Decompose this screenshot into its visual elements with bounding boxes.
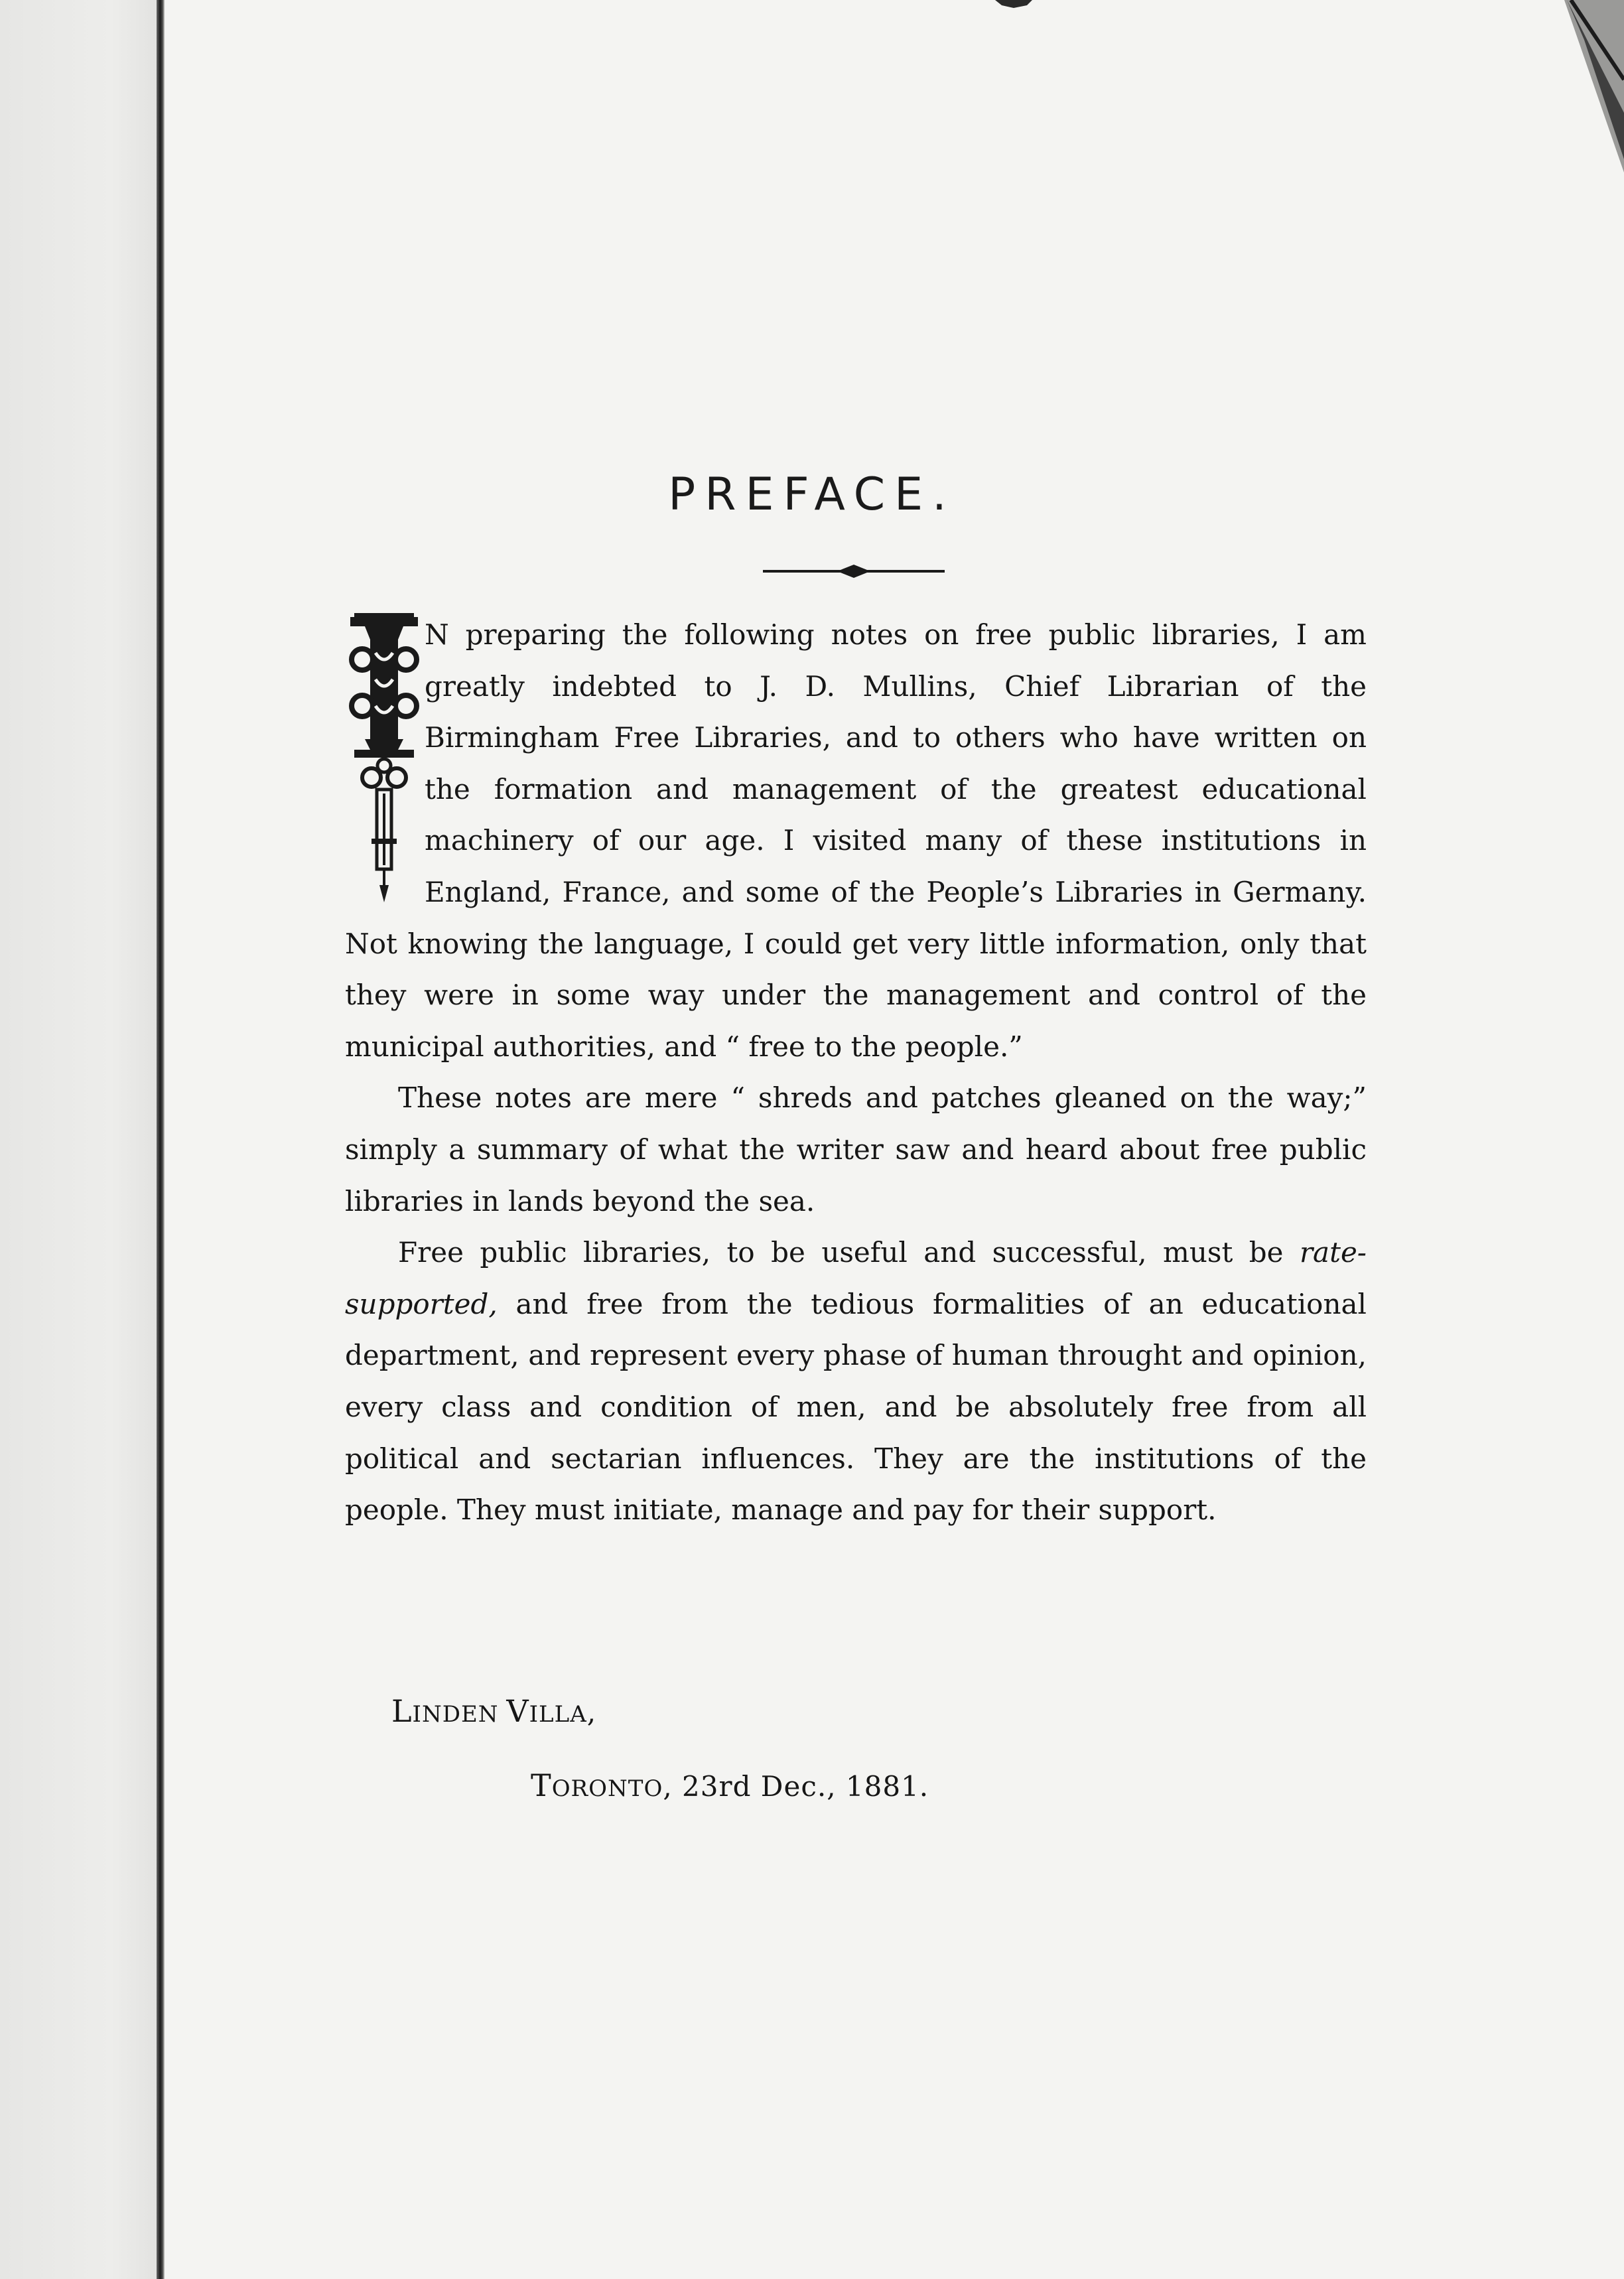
binding-edge <box>157 0 165 2279</box>
paragraph-2: These notes are mere “ shreds and patches gleaned on the way;” simply a summary of what the writer saw and heard about free public libraries in lands beyond the sea. <box>345 1081 1367 1217</box>
page-corner-fold <box>1544 0 1624 173</box>
page-title: PREFACE. <box>668 468 956 521</box>
signature-date: TORONTO, 23rd Dec., 1881. <box>531 1767 929 1803</box>
paragraph-3 <box>345 1227 1367 1536</box>
decorative-initial <box>345 613 423 905</box>
ink-speck <box>994 0 1034 9</box>
scanner-margin <box>0 0 159 2279</box>
preface-body <box>345 609 1367 1536</box>
paragraph-3-end: and free from the tedious formalities of an educational department, and represent every phase of human throught and opinion, every class and condition of men, and be absolutely free from all political and sectarian influences. They are the institutions of the people. They must initiate, manage and pay for their support. <box>345 1287 1367 1527</box>
signature-place: LINDEN VILLA, <box>391 1693 597 1729</box>
paragraph-1: N preparing the following notes on free public libraries, I am greatly indebted to J. D. Mullins, Chief Librarian of the Birmingham Free Libraries, and to others who have written on the formation and management of the greatest educational machinery of our age. I visited many of these institutions in England, France, and some of the People’s Libraries in Germany. Not knowing the language, I could get very little information, only that they were in some way under the management and control of the municipal authorities, and “ free to the people.” <box>345 618 1367 1063</box>
paragraph-3-emphasis: rate-supported, <box>345 1236 1367 1320</box>
paragraph-3-start: Free public libraries, to be useful and successful, must be <box>398 1236 1300 1269</box>
ornamental-rule <box>763 561 945 581</box>
